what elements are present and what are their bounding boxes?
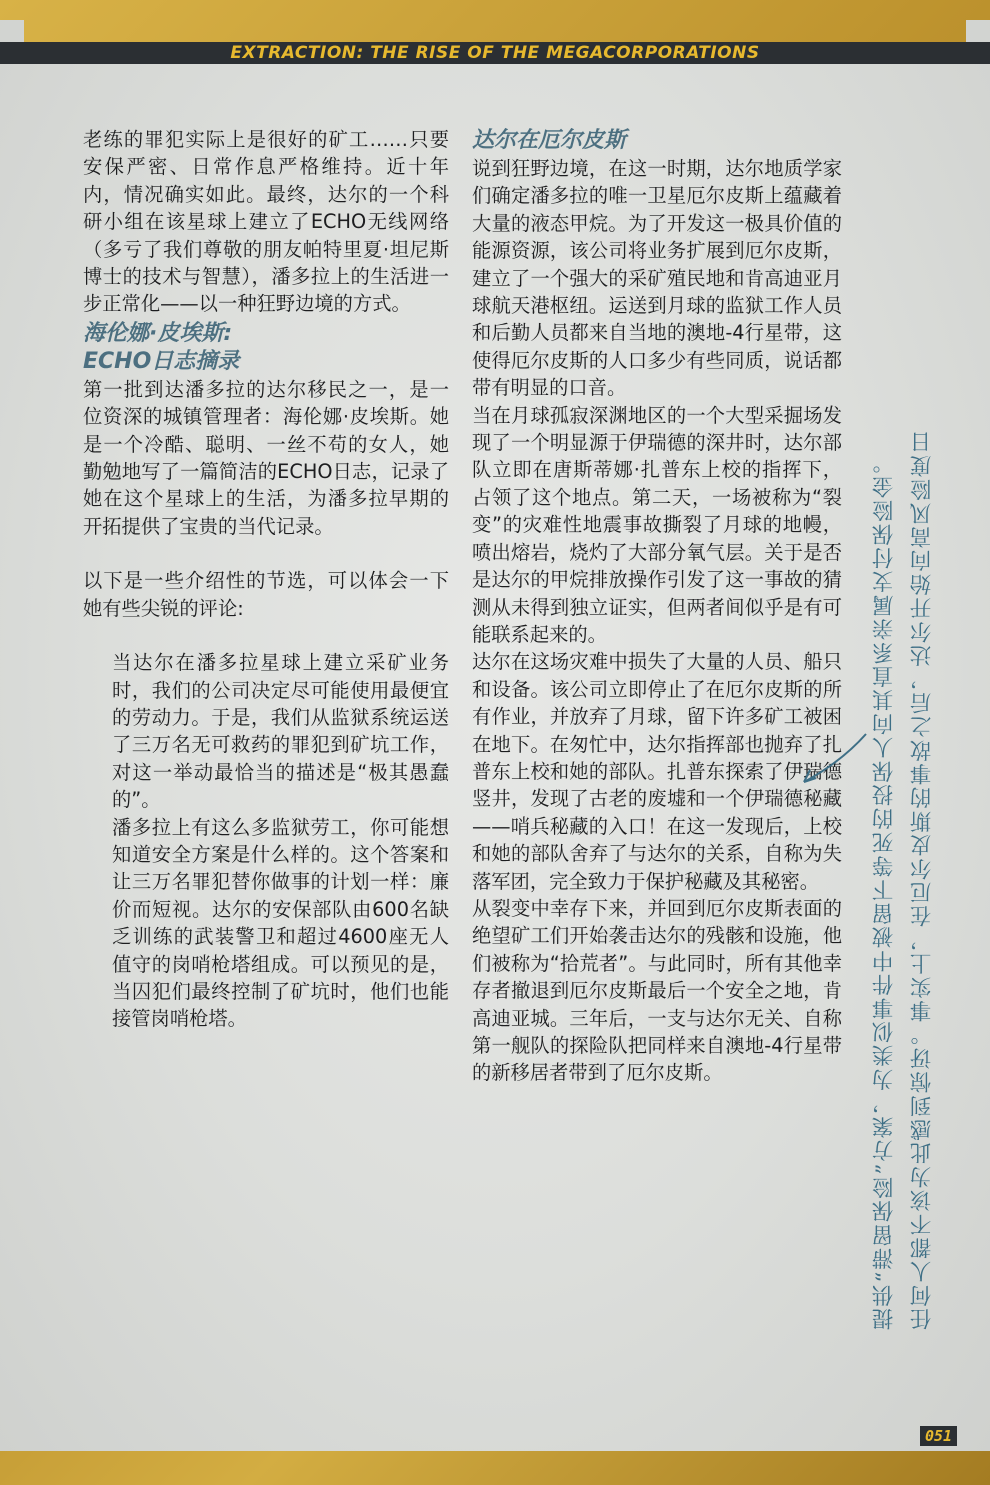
left-column — [83, 126, 449, 1033]
section-heading-helena-line1: 海伦娜·皮埃斯: — [83, 320, 233, 346]
header-title-text: EXTRACTION: THE RISE OF THE MEGACORPORATIONS — [216, 42, 773, 64]
elpis-paragraph-1: 说到狂野边境，在这一时期，达尔地质学家们确定潘多拉的唯一卫星厄尔皮斯上蕴藏着大量的液态甲烷。为了开发这一极具价值的能源资源，该公司将业务扩展到厄尔皮斯，建立了一个强大的采矿殖民地和肯高迪亚月球航天港枢纽。运送到月球的监狱工作人员和后勤人员都来自当地的澳地-4行星带，这使得厄尔皮斯的人口多少有些同质，说话都带有明显的口音。 — [472, 157, 842, 400]
margin-note-line-1: 任何人都不该为此感到惊讶。事实上，在厄尔皮斯的事故之后，达尔开始向高风险度日 — [910, 429, 935, 1330]
elpis-paragraph-2: 当在月球孤寂深渊地区的一个大型采掘场发现了一个明显源于伊瑞德的深井时，达尔部队立即在唐斯蒂娜·扎普东上校的指挥下，占领了这个地点。第二天，一场被称为“裂变”的灾难性地震事故撕裂了月球的地幔，喷出熔岩，烧灼了大部分氧气层。关于是否是达尔的甲烷排放操作引发了这一事故的猜测从未得到独立证实，但两者间似乎是有可能联系起来的。 — [472, 403, 842, 646]
helena-intro-paragraph: 第一批到达潘多拉的达尔移民之一，是一位资深的城镇管理者：海伦娜·皮埃斯。她是一个冷酷、聪明、一丝不苟的女人，她勤勉地写了一篇简洁的ECHO日志，记录了她在这个星球上的生活，为潘多拉早期的开拓提供了宝贵的当代记录。 — [83, 377, 449, 538]
paragraph-gap — [83, 540, 449, 567]
section-heading-helena-line2: ECHO日志摘录 — [83, 348, 240, 374]
right-column — [472, 126, 842, 1087]
paragraph-gap — [83, 622, 449, 649]
margin-note-line-2: 提供“滞留保险”方案，为类似事件中被留下等死的投保人向其直系亲属支付保险金。 — [872, 450, 897, 1330]
section-heading-dahl-elpis: 达尔在厄尔皮斯 — [472, 128, 627, 153]
quote-paragraph-2: 潘多拉上有这么多监狱劳工，你可能想知道安全方案是什么样的。这个答案和让三万名罪犯替你做事的计划一样：廉价而短视。达尔的安保部队由600名缺乏训练的武装警卫和超过4600座无人值守的岗哨枪塔组成。可以预见的是，当囚犯们最终控制了矿坑时，他们也能接管岗哨枪塔。 — [112, 815, 449, 1031]
page-number: 051 — [920, 1426, 957, 1446]
elpis-paragraph-3: 达尔在这场灾难中损失了大量的人员、船只和设备。该公司立即停止了在厄尔皮斯的所有作业，并放弃了月球，留下许多矿工被困在地下。在匆忙中，达尔指挥部也抛弃了扎普东上校和她的部队。扎普东探索了伊瑞德竖井，发现了古老的废墟和一个伊瑞德秘藏——哨兵秘藏的入口！在这一发现后，上校和她的部队舍弃了与达尔的关系，自称为失落军团，完全致力于保护秘藏及其秘密。 — [472, 650, 842, 893]
handwritten-margin-note — [852, 250, 962, 1330]
intro-paragraph: 老练的罪犯实际上是很好的矿工……只要安保严密、日常作息严格维持。近十年内，情况确实如此。最终，达尔的一个科研小组在该星球上建立了ECHO无线网络（多亏了我们尊敬的朋友帕特里夏·坦尼斯博士的技术与智慧），潘多拉上的生活进一步正常化——以一种狂野边境的方式。 — [83, 128, 449, 316]
quote-paragraph-1: 当达尔在潘多拉星球上建立采矿业务时，我们的公司决定尽可能使用最便宜的劳动力。于是，我们从监狱系统运送了三万名无可救药的罪犯到矿坑工作，对这一举动最恰当的描述是“极其愚蠢的”。 — [112, 651, 449, 812]
excerpt-intro-paragraph: 以下是一些介绍性的节选，可以体会一下她有些尖锐的评论: — [83, 569, 449, 620]
running-header — [0, 42, 990, 64]
elpis-paragraph-4: 从裂变中幸存下来，并回到厄尔皮斯表面的绝望矿工们开始袭击达尔的残骸和设施，他们被称为“拾荒者”。与此同时，所有其他幸存者撤退到厄尔皮斯最后一个安全之地，肯高迪亚城。三年后，一支与达尔无关、自称第一舰队的探险队把同样来自澳地-4行星带的新移居者带到了厄尔皮斯。 — [472, 896, 842, 1085]
echo-log-quote — [83, 649, 449, 1033]
